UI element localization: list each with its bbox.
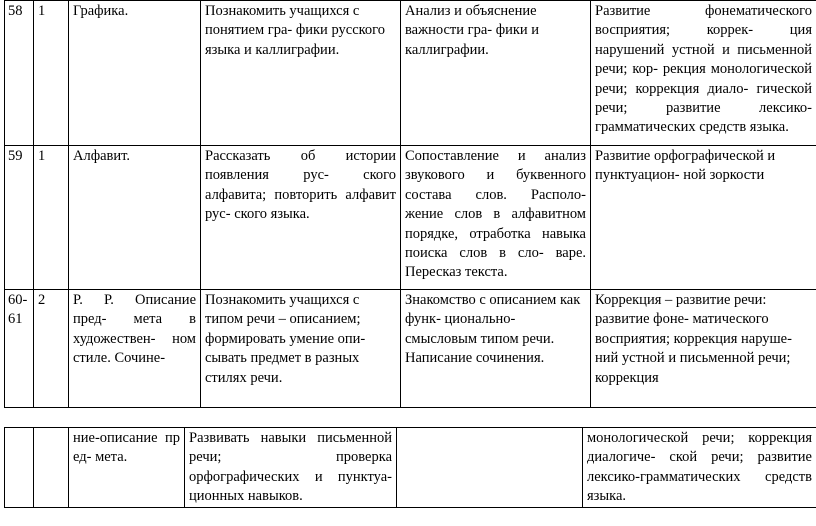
correction-cell: монологической речи; коррекция диалогиче- ской речи; развитие лексико-грамматических средств языка.: [583, 428, 816, 508]
hours-cell: 1: [34, 146, 69, 290]
table-row: [5, 290, 816, 408]
topic-cell: ние-описание пр ед- мета.: [69, 428, 185, 508]
table-row: [5, 146, 816, 290]
lesson-plan-table-continuation: [4, 427, 816, 508]
table-row: [5, 428, 816, 508]
lesson-number-cell: 59: [5, 146, 34, 290]
goal-cell: Рассказать об истории появления рус- ского алфавита; повторить алфавит рус- ского языка.: [201, 146, 401, 290]
hours-cell: 2: [34, 290, 69, 408]
hours-cell: [34, 428, 69, 508]
correction-cell: Развитие фонематического восприятия; коррек- ция нарушений устной и письменной речи; кор- рекция монологической речи; коррекция диало- гической речи; развитие лексико-грамматических средств языка.: [591, 1, 816, 146]
lesson-number-cell: [5, 428, 34, 508]
activity-cell: Анализ и объяснение важности гра- фики и каллиграфии.: [401, 1, 591, 146]
goal-cell: Познакомить учащихся с типом речи – описанием; формировать умение опи- сывать предмет в разных стилях речи.: [201, 290, 401, 408]
goal-cell: Познакомить учащихся с понятием гра- фики русского языка и каллиграфии.: [201, 1, 401, 146]
correction-cell: Развитие орфографической и пунктуацион- ной зоркости: [591, 146, 816, 290]
activity-cell: [397, 428, 583, 508]
topic-cell: Р. Р. Описание пред- мета в художествен- ном стиле. Сочине-: [69, 290, 201, 408]
topic-cell: Алфавит.: [69, 146, 201, 290]
lesson-number-cell: 60-61: [5, 290, 34, 408]
hours-cell: 1: [34, 1, 69, 146]
correction-cell: Коррекция – развитие речи: развитие фоне- матического восприятия; коррекция наруше- ний устной и письменной речи; коррекция: [591, 290, 816, 408]
goal-cell: Развивать навыки письменной речи; проверка орфографических и пунктуа- ционных навыков.: [185, 428, 397, 508]
activity-cell: Знакомство с описанием как функ- ционально-смысловым типом речи. Написание сочинения.: [401, 290, 591, 408]
activity-cell: Сопоставление и анализ звукового и буквенного состава слов. Располо- жение слов в алфавитном порядке, отработка навыка поиска слов в сло- варе. Пересказ текста.: [401, 146, 591, 290]
lesson-number-cell: 58: [5, 1, 34, 146]
lesson-plan-table: [4, 0, 816, 408]
topic-cell: Графика.: [69, 1, 201, 146]
table-row: [5, 1, 816, 146]
